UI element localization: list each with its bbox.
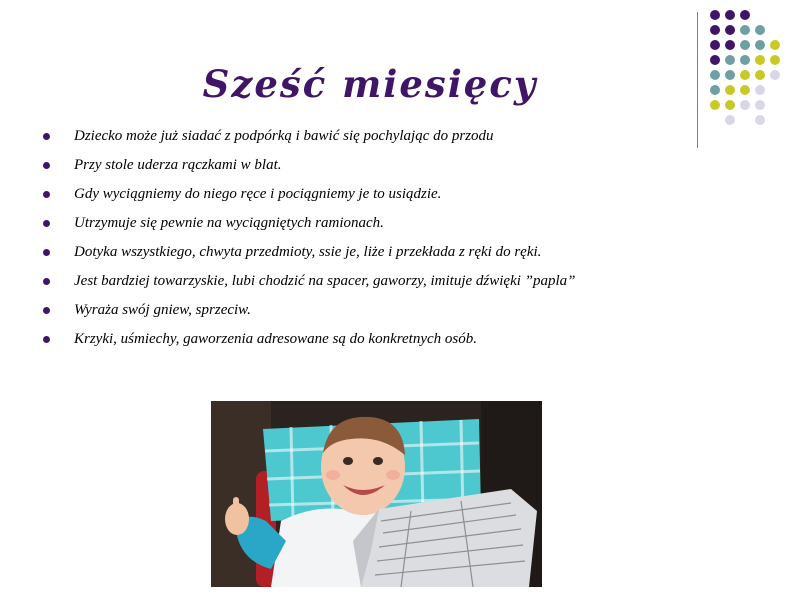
baby-photo-illustration [211, 401, 542, 587]
slide-title: Sześć miesięcy [202, 62, 538, 106]
bullet-text: Utrzymuje się pewnie na wyciągniętych ramionach. [74, 215, 384, 231]
bullet-item [40, 211, 740, 240]
decorative-dot [770, 55, 780, 65]
bullet-list [40, 124, 740, 356]
decorative-dot [755, 40, 765, 50]
bullet-item [40, 269, 740, 298]
decorative-dot [740, 100, 750, 110]
decorative-dot [755, 70, 765, 80]
bullet-dot-icon [43, 133, 50, 140]
decorative-dot [755, 115, 765, 125]
bullet-item [40, 298, 740, 327]
decorative-dot [740, 40, 750, 50]
bullet-dot-icon [43, 278, 50, 285]
bullet-item [40, 153, 740, 182]
bullet-text: Krzyki, uśmiechy, gaworzenia adresowane są do konkretnych osób. [74, 331, 478, 347]
bullet-text: Przy stole uderza rączkami w blat. [74, 157, 282, 173]
bullet-item [40, 240, 740, 269]
decorative-dot [755, 25, 765, 35]
bullet-text: Dziecko może już siadać z podpórką i bawić się pochylając do przodu [74, 128, 494, 144]
decorative-dot [725, 25, 735, 35]
bullet-text: Wyraża swój gniew, sprzeciw. [74, 302, 251, 318]
decorative-dot [755, 55, 765, 65]
bullet-dot-icon [43, 191, 50, 198]
bullet-text: Dotyka wszystkiego, chwyta przedmioty, ssie je, liże i przekłada z ręki do ręki. [74, 244, 542, 260]
decorative-dot [725, 40, 735, 50]
bullet-dot-icon [43, 249, 50, 256]
bullet-text: Jest bardziej towarzyskie, lubi chodzić na spacer, gaworzy, imituje dźwięki ”papla” [74, 273, 576, 289]
bullet-dot-icon [43, 220, 50, 227]
decorative-dot [755, 85, 765, 95]
decorative-dot [740, 70, 750, 80]
bullet-item [40, 327, 740, 356]
decorative-dot [770, 70, 780, 80]
baby-photo [211, 401, 542, 587]
decorative-dot [710, 40, 720, 50]
bullet-text: Gdy wyciągniemy do niego ręce i pociągniemy je to usiądzie. [74, 186, 442, 202]
decorative-dot [740, 85, 750, 95]
decorative-dot [725, 10, 735, 20]
bullet-dot-icon [43, 307, 50, 314]
bullet-dot-icon [43, 336, 50, 343]
bullet-item [40, 182, 740, 211]
bullet-dot-icon [43, 162, 50, 169]
decorative-dot [755, 100, 765, 110]
decorative-dot [710, 10, 720, 20]
decorative-dot [740, 25, 750, 35]
bullet-item [40, 124, 740, 153]
decorative-dot [740, 55, 750, 65]
decorative-dot [770, 40, 780, 50]
decorative-dot [710, 25, 720, 35]
decorative-dot [740, 10, 750, 20]
